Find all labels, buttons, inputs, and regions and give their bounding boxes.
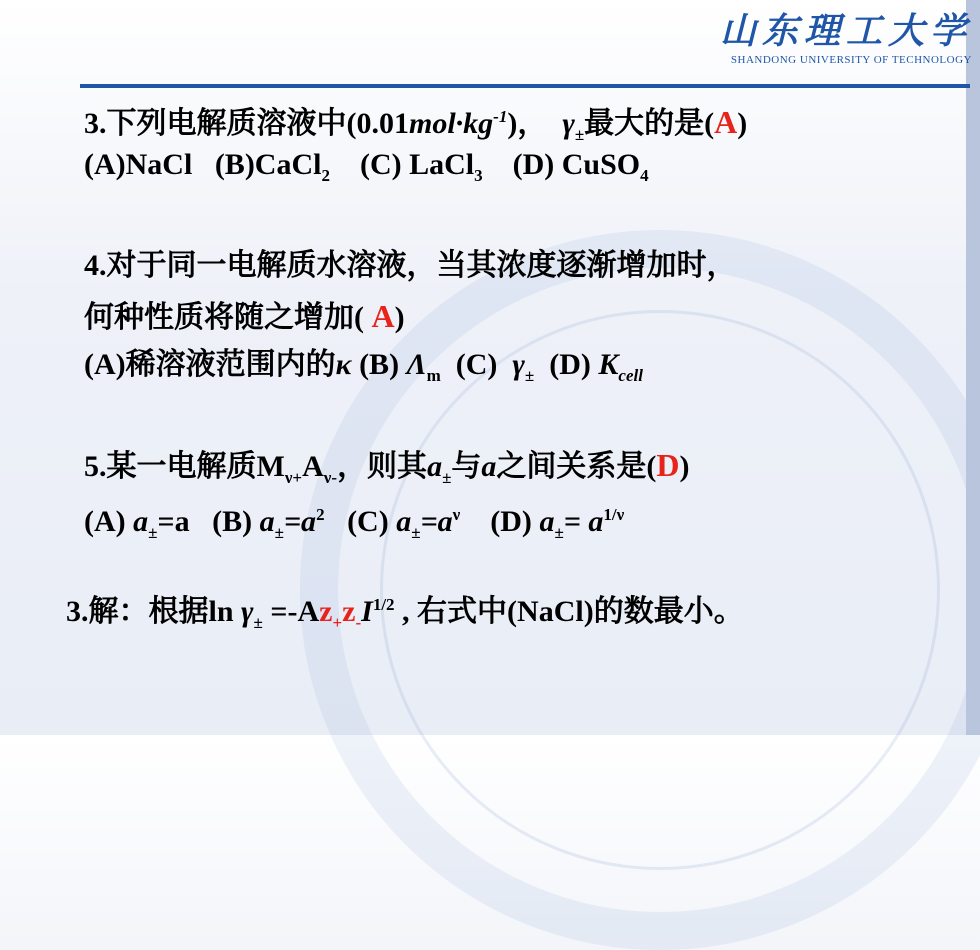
q5-option-c-pm: ± (411, 523, 421, 542)
q4-option-b: (B) (359, 348, 400, 381)
q4-k: K (598, 348, 619, 381)
q3-option-c-sub: 3 (474, 166, 483, 185)
q5-option-a-pm: ± (148, 523, 158, 542)
q4-gamma: γ (512, 348, 525, 381)
q3-options (84, 146, 649, 195)
q5-option-d-rest: = a (563, 505, 604, 538)
q3-option-d-sub: 4 (640, 166, 649, 185)
q5-option-d-sup: 1/ν (603, 505, 625, 524)
q3-pm: ± (574, 125, 585, 144)
q5-nu-minus: ν- (323, 468, 338, 487)
q3-option-b-sub: 2 (321, 166, 330, 185)
q3-option-a: (A)NaCl (84, 148, 193, 181)
q3-text-d: )， (507, 107, 548, 140)
header-rule (80, 84, 970, 88)
q3-option-b: (B)CaCl (214, 148, 322, 181)
solution-line (66, 586, 744, 642)
side-stripe (966, 0, 980, 735)
q5-text-e: 之间关系是( (496, 450, 657, 483)
sol-z-plus-sub: + (332, 613, 343, 632)
q5-options (84, 496, 624, 552)
sol-z-plus: z (319, 595, 333, 628)
q5-option-d: (D) (490, 505, 532, 538)
q5-option-b-sup: 2 (316, 505, 325, 524)
sol-pm: ± (253, 613, 263, 632)
q4-answer: A (371, 298, 395, 334)
university-logo (702, 8, 972, 78)
logo-chinese: 山东理工大学 (719, 10, 972, 52)
q5-option-c-sup: ν (452, 505, 461, 524)
sol-text-a: 3.解：根据ln (66, 595, 242, 628)
q4-lambda-sub: m (426, 366, 441, 385)
q5-option-c-a: a (396, 505, 412, 538)
q3-close: ) (737, 107, 748, 140)
sol-text-c: , 右式中(NaCl)的数最小。 (394, 595, 744, 628)
q5-option-a-a: a (133, 505, 149, 538)
q5-option-a-rest: =a (157, 505, 190, 538)
q5-option-d-a: a (539, 505, 555, 538)
sol-ionic-strength: I (361, 595, 373, 628)
sol-text-b: =-A (262, 595, 320, 628)
q5-option-b-rest: =a (283, 505, 317, 538)
q3-option-d: (D) CuSO (512, 148, 641, 181)
sol-gamma: γ (241, 595, 254, 628)
q4-k-sub: cell (618, 366, 643, 385)
q4-text: 何种性质将随之增加( (84, 301, 364, 334)
q3-unit-exp: -1 (493, 107, 508, 126)
q4-lambda: Λ (406, 348, 427, 381)
q5-text-c: ，则其 (337, 450, 428, 483)
q3-gamma: γ (562, 107, 575, 140)
q5-option-b: (B) (212, 505, 253, 538)
q3-unit: mol·kg (409, 107, 494, 140)
q3-text-e: 最大的是( (584, 107, 715, 140)
q5-option-c: (C) (347, 505, 389, 538)
q4-option-a: (A)稀溶液范围内的 (84, 348, 336, 381)
q4-option-c: (C) (455, 348, 498, 381)
q3-text-a: 3.下列电解质溶液中(0.01 (84, 107, 409, 140)
q5-nu-plus: ν+ (284, 468, 303, 487)
q5-option-a: (A) (84, 505, 126, 538)
q5-option-b-a: a (259, 505, 275, 538)
q4-options (84, 346, 643, 395)
q4-kappa: κ (335, 348, 352, 381)
logo-english: SHANDONG UNIVERSITY OF TECHNOLOGY (730, 54, 972, 66)
q5-stem (84, 446, 690, 497)
q5-option-d-pm: ± (554, 523, 564, 542)
sol-ionic-strength-exp: 1/2 (372, 595, 395, 614)
q5-a: a (481, 450, 497, 483)
q3-option-c: (C) LaCl (359, 148, 475, 181)
q5-text-a: 5.某一电解质M (84, 450, 285, 483)
q3-answer: A (714, 104, 738, 140)
sol-z-minus: z (342, 595, 356, 628)
q5-option-c-rest: =a (420, 505, 453, 538)
q4-stem-line2 (84, 297, 405, 337)
sol-z-minus-sub: - (355, 613, 362, 632)
q5-close: ) (679, 450, 690, 483)
q5-text-d: 与 (451, 450, 482, 483)
q5-a-pm: a (427, 450, 443, 483)
q4-close: ) (394, 301, 405, 334)
q5-answer: D (656, 447, 680, 483)
q4-option-d: (D) (549, 348, 591, 381)
q5-pm: ± (442, 468, 452, 487)
q4-stem-line1: 4.对于同一电解质水溶液，当其浓度逐渐增加时， (84, 249, 737, 282)
q5-option-b-pm: ± (274, 523, 284, 542)
q4-pm: ± (524, 366, 535, 385)
q5-text-b: A (302, 450, 324, 483)
